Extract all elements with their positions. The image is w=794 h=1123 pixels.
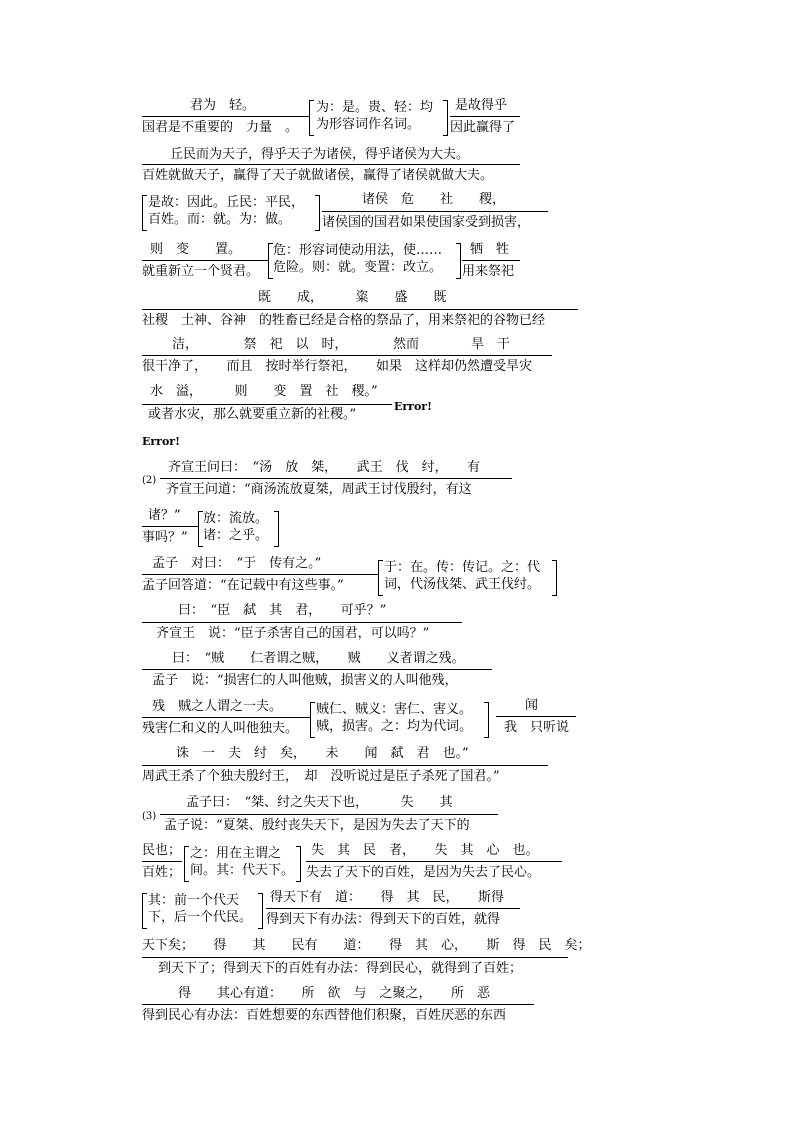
source-text: 得 其心有道： 所 欲 与 之聚之， 所 恶 [178, 986, 491, 1001]
translation-text: 很干净了， 而且 按时举行祭祀， 如果 这样却仍然遭受旱灾 [142, 359, 533, 374]
translation-text: 事吗？” [142, 530, 188, 545]
source-text: 天下矣； 得 其 民有 道： 得 其 心， 斯 得 民 矣； [142, 938, 591, 953]
divider-line [142, 765, 548, 766]
divider-line [450, 116, 520, 117]
annotation-text: 百姓。而：就。为：做。 [148, 212, 292, 227]
annotation-bracket-left [184, 846, 189, 882]
divider-line [142, 669, 492, 670]
annotation-bracket-right [315, 195, 320, 231]
divider-line [462, 260, 520, 261]
annotation-text: 为形容词作名词。 [316, 117, 421, 132]
translation-text: 就重新立一个贤君。 [142, 264, 260, 279]
annotation-bracket-right [552, 560, 557, 596]
annotation-bracket-right [456, 243, 461, 279]
source-text: 孟子 对曰： “于 传有之。” [152, 556, 322, 571]
annotation-bracket-left [378, 560, 383, 596]
translation-text: 失去了天下的百姓，是因为失去了民心。 [306, 865, 541, 880]
divider-line [306, 861, 562, 862]
source-text: 诸侯 危 社 稷， [362, 192, 506, 207]
divider-line [142, 260, 268, 261]
translation-text: 百姓就做天子，赢得了天子就做诸侯，赢得了诸侯就做大夫。 [142, 168, 494, 183]
source-text: 则 变 置。 [150, 242, 242, 257]
annotation-bracket-right [296, 846, 301, 882]
source-text: 诸？” [148, 508, 181, 523]
section-number: (3) [142, 811, 157, 822]
source-text: 闻 [525, 698, 539, 713]
annotation-text: 放：流放。 [203, 511, 269, 526]
divider-line [142, 309, 578, 310]
source-text: 得天下有 道： 得 其 民， 斯得 [270, 890, 505, 905]
source-text: 水 溢， 则 变 置 社 稷。” [150, 384, 378, 399]
translation-text: 到天下了；得到天下的百姓有办法：得到民心，就得到了百姓； [158, 961, 523, 976]
annotation-bracket-right [484, 702, 489, 738]
annotation-text: 词，代汤伐桀、武王伐纣。 [384, 577, 541, 592]
source-text: 曰： “臣 弑 其 君， 可乎？” [178, 603, 387, 618]
divider-line [142, 574, 378, 575]
error-marker: Error! [142, 435, 180, 448]
source-text: 既 成， 粢 盛 既 [258, 290, 447, 305]
divider-line [142, 1004, 534, 1005]
annotation-text: 于：在。传：传记。之：代 [384, 560, 541, 575]
annotation-text: 为：是。贵、轻：均 [316, 100, 434, 115]
annotation-bracket-right [274, 511, 279, 547]
annotation-text: 是故：因此。丘民：平民， [148, 195, 305, 210]
translation-text: 得到民心有办法：百姓想要的东西替他们积聚，百姓厌恶的东西 [142, 1008, 507, 1023]
translation-text: 齐宣王问道：“商汤流放夏桀，周武王讨伐殷纣，有这 [166, 482, 472, 497]
section-number: (2) [142, 475, 157, 486]
source-text: 民也； [142, 843, 182, 858]
annotation-bracket-left [309, 100, 314, 136]
divider-line [142, 116, 309, 117]
translation-text: 用来祭祀 [462, 264, 515, 279]
translation-text: 国君是不重要的 力量 。 [142, 120, 299, 135]
divider-line [142, 861, 182, 862]
translation-text: 因此赢得了 [450, 120, 516, 135]
source-text: 牺 牲 [470, 242, 510, 257]
translation-text: 社稷 土神、谷神 的牲畜已经是合格的祭品了，用来祭祀的谷物已经 [142, 313, 546, 328]
divider-line [266, 908, 520, 909]
source-text: 诛 一 夫 纣 矣， 未 闻 弑 君 也。” [176, 746, 469, 761]
annotation-bracket-left [310, 702, 315, 738]
translation-text: 诸侯国的国君如果使国家受到损害， [322, 215, 531, 230]
annotation-text: 危：形容词使动用法，使…… [273, 243, 443, 258]
divider-line [142, 526, 198, 527]
annotation-text: 贼仁、贼义：害仁、害义。 [316, 702, 473, 717]
source-text: 丘民而为天子，得乎天子为诸侯，得乎诸侯为大夫。 [170, 147, 470, 162]
annotation-text: 下，后一个代民。 [148, 910, 253, 925]
annotation-text: 其：前一个代天 [148, 893, 240, 908]
divider-line [160, 814, 498, 815]
annotation-text: 贼，损害。之：均为代词。 [316, 719, 473, 734]
divider-line [142, 622, 462, 623]
annotation-bracket-right [443, 100, 448, 136]
annotation-text: 之：用在主谓之 [190, 846, 282, 861]
divider-line [142, 355, 552, 356]
divider-line [142, 404, 392, 405]
translation-text: 孟子说：“夏桀、殷纣丧失天下，是因为失去了天下的 [164, 818, 470, 833]
annotation-bracket-left [142, 893, 147, 929]
source-text: 是故得乎 [455, 98, 508, 113]
source-text: 残 贼之人谓之一夫。 [152, 699, 283, 714]
translation-text: 齐宣王 说：“臣子杀害自己的国君，可以吗？” [156, 626, 430, 641]
divider-line [142, 717, 310, 718]
translation-text: 得到天下有办法：得到天下的百姓，就得 [266, 912, 501, 927]
translation-text: 孟子回答道：“在记载中有这些事。” [142, 578, 344, 593]
annotation-text: 诸：之乎。 [203, 528, 269, 543]
translation-text: 或者水灾，那么就要重立新的社稷。” [148, 407, 357, 422]
annotation-bracket-left [142, 195, 147, 231]
source-text: 孟子曰： “桀、纣之失天下也， 失 其 [186, 795, 453, 810]
source-text: 君为 轻。 [190, 98, 256, 113]
source-text: 曰： “贼 仁者谓之贼， 贼 义者谓之残。 [172, 651, 465, 666]
error-marker: Error! [394, 400, 432, 413]
divider-line [142, 164, 520, 165]
translation-text: 我 只听说 [504, 720, 570, 735]
translation-text: 残害仁和义的人叫他独夫。 [142, 721, 299, 736]
source-text: 齐宣王问曰： “汤 放 桀， 武王 伐 纣， 有 [168, 460, 481, 475]
annotation-text: 危险。则：就。变置：改立。 [273, 260, 443, 275]
divider-line [496, 716, 576, 717]
translation-text: 百姓； [142, 865, 182, 880]
source-text: 失 其 民 者， 失 其 心 也。 [311, 843, 539, 858]
divider-line [322, 211, 548, 212]
annotation-bracket-right [258, 893, 263, 929]
translation-text: 孟子 说：“损害仁的人叫他贼，损害义的人叫他残， [152, 673, 458, 688]
source-text: 洁， 祭 祀 以 时， 然而 旱 干 [172, 337, 511, 352]
divider-line [142, 957, 568, 958]
divider-line [160, 478, 512, 479]
translation-text: 周武王杀了个独夫殷纣王， 却 没听说过是臣子杀死了国君。” [142, 769, 500, 784]
annotation-text: 间。其：代天下。 [190, 863, 295, 878]
